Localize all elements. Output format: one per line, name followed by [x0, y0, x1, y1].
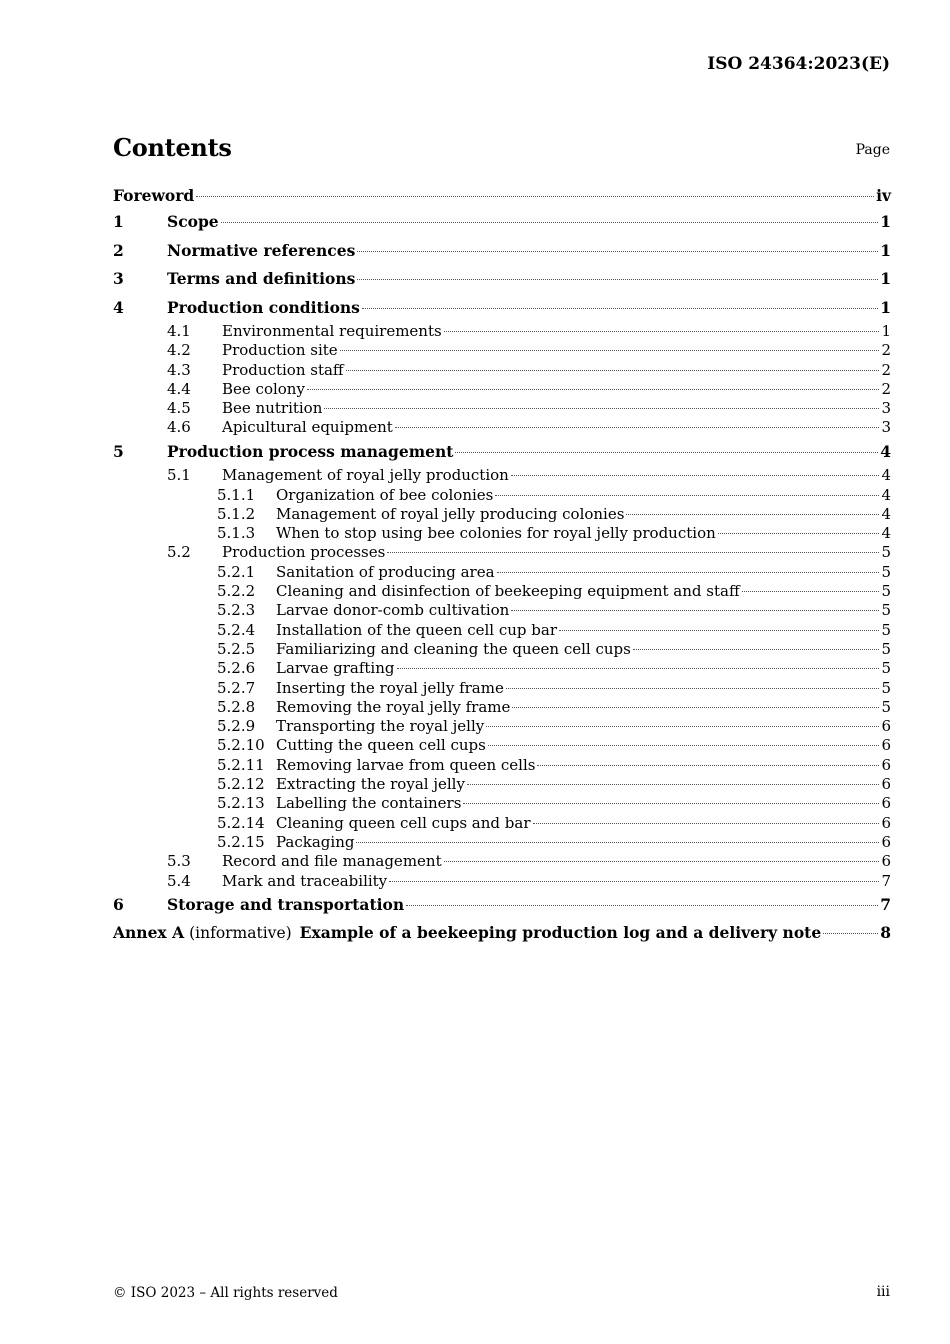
toc-page: 7 [881, 871, 891, 890]
toc-entry-4-2[interactable] [113, 341, 891, 360]
toc-page: 5 [881, 639, 891, 658]
toc-page: 1 [880, 240, 891, 260]
page-column-label: Page [855, 142, 890, 158]
toc-number: 5.2.12 [217, 775, 265, 794]
toc-number: 4.5 [167, 399, 191, 418]
toc-entry-5-3[interactable] [113, 852, 891, 871]
toc-number: 5.2.3 [217, 601, 256, 620]
toc-title: Familiarizing and cleaning the queen cell cups [276, 639, 631, 658]
toc-page: 7 [880, 894, 891, 914]
toc-number: 1 [113, 212, 124, 231]
toc-entry-4-1[interactable] [113, 322, 891, 341]
toc-number: 5.2.2 [217, 582, 256, 601]
toc-entry-5-2-2[interactable] [113, 582, 891, 601]
toc-title: Management of royal jelly producing colonies [276, 504, 625, 523]
dot-leader [488, 745, 880, 746]
toc-number: 5.2.13 [217, 794, 265, 813]
dot-leader [395, 427, 880, 428]
toc-title: Inserting the royal jelly frame [276, 678, 504, 697]
toc-page: 5 [881, 543, 891, 562]
toc-title: Cleaning queen cell cups and bar [276, 813, 531, 832]
dot-leader [387, 552, 879, 553]
annex-type: (informative) [189, 924, 292, 943]
toc-title: Transporting the royal jelly [276, 717, 485, 736]
toc-entry-4-3[interactable] [113, 361, 891, 380]
dot-leader [718, 533, 880, 534]
toc-page: 5 [881, 678, 891, 697]
dot-leader [307, 389, 880, 390]
toc-title: Cleaning and disinfection of beekeeping equipment and staff [276, 582, 740, 601]
toc-title: Example of a beekeeping production log and a delivery note [299, 923, 822, 943]
toc-entry-5-2-8[interactable] [113, 698, 891, 717]
dot-leader [486, 726, 879, 727]
toc-title: Terms and definitions [167, 269, 356, 288]
toc-title: Labelling the containers [276, 794, 462, 813]
toc-number: 4.4 [167, 379, 191, 398]
toc-page: 6 [881, 775, 891, 794]
toc-number: 4.6 [167, 418, 191, 437]
toc-page: 3 [881, 399, 891, 418]
toc-number: 4.1 [167, 322, 191, 340]
toc-page: 6 [881, 794, 891, 813]
toc-entry-5-2-5[interactable] [113, 640, 891, 659]
toc-page: 2 [881, 360, 891, 379]
toc-page: 4 [881, 466, 891, 485]
toc-page: 5 [881, 582, 891, 601]
toc-number: 5.2.7 [217, 678, 256, 697]
toc-title: Extracting the royal jelly [276, 775, 465, 794]
toc-page: 1 [880, 297, 891, 317]
toc-entry-foreword[interactable] [113, 184, 891, 208]
dot-leader [362, 308, 878, 309]
toc-number: 5.4 [167, 871, 191, 890]
toc-entry-4-5[interactable] [113, 399, 891, 418]
toc-number: 5.2.15 [217, 832, 265, 851]
toc-title: Environmental requirements [222, 322, 442, 340]
toc-entry-5-2-11[interactable] [113, 756, 891, 775]
toc-page: 6 [881, 813, 891, 832]
page-title: Contents [113, 133, 232, 162]
toc-entry-5-1-1[interactable] [113, 486, 891, 505]
toc-entry-5-2-9[interactable] [113, 717, 891, 736]
page-number: iii [876, 1284, 890, 1300]
toc-number: 6 [113, 894, 124, 914]
toc-number: 5.2.6 [217, 659, 256, 678]
toc-title: Production staff [222, 360, 344, 379]
dot-leader [533, 823, 880, 824]
document-code: ISO 24364:2023(E) [707, 54, 890, 74]
toc-entry-5-1[interactable] [113, 466, 891, 485]
toc-entry-5-2-6[interactable] [113, 659, 891, 678]
toc-title: Packaging [276, 832, 355, 851]
toc-entry-5-1-3[interactable] [113, 524, 891, 543]
toc-number: 5.2.5 [217, 639, 256, 658]
toc-title: Removing the royal jelly frame [276, 697, 511, 716]
toc-page: 6 [881, 717, 891, 736]
dot-leader [444, 331, 880, 332]
toc-page: 8 [880, 923, 891, 943]
toc-entry-5-2[interactable] [113, 543, 891, 562]
dot-leader [346, 370, 880, 371]
toc-entry-4-4[interactable] [113, 380, 891, 399]
toc-entry-5-2-10[interactable] [113, 736, 891, 755]
toc-entry-6[interactable] [113, 891, 891, 920]
toc-entry-5-2-7[interactable] [113, 679, 891, 698]
table-of-contents [113, 184, 891, 948]
toc-title: When to stop using bee colonies for royal jelly production [276, 524, 716, 543]
dot-leader [823, 933, 878, 934]
toc-entry-3[interactable] [113, 265, 891, 294]
toc-number: 5.2 [167, 543, 191, 562]
toc-number: 5.2.4 [217, 620, 256, 639]
toc-title: Record and file management [222, 852, 442, 871]
toc-entry-5-2-15[interactable] [113, 833, 891, 852]
dot-leader [389, 881, 879, 882]
dot-leader [324, 408, 879, 409]
dot-leader [633, 649, 880, 650]
toc-number: 4.3 [167, 360, 191, 379]
toc-number: 4 [113, 297, 124, 317]
toc-number: 5.2.8 [217, 697, 256, 716]
toc-page: 3 [881, 418, 891, 437]
toc-page: iv [876, 186, 891, 205]
toc-page: 5 [881, 562, 891, 581]
toc-page: 2 [881, 379, 891, 398]
toc-entry-4-6[interactable] [113, 418, 891, 437]
dot-leader [463, 803, 879, 804]
toc-title: Production processes [222, 543, 386, 562]
dot-leader [559, 630, 879, 631]
toc-title: Bee colony [222, 379, 305, 398]
toc-number: 5.1 [167, 466, 191, 485]
annex-label: Annex A [113, 923, 185, 943]
toc-page: 5 [881, 697, 891, 716]
toc-page: 5 [881, 601, 891, 620]
dot-leader [511, 610, 879, 611]
toc-title: Scope [167, 212, 219, 231]
toc-entry-5-1-2[interactable] [113, 505, 891, 524]
toc-title: Production site [222, 341, 338, 360]
toc-number: 5 [113, 441, 124, 461]
toc-page: 6 [881, 852, 891, 871]
toc-number: 5.2.11 [217, 755, 265, 774]
toc-title: Production conditions [167, 297, 360, 317]
toc-number: 5.1.2 [217, 504, 256, 523]
toc-title: Sanitation of producing area [276, 562, 495, 581]
toc-number: 5.2.10 [217, 736, 265, 755]
toc-page: 5 [881, 659, 891, 678]
toc-page: 4 [881, 485, 891, 504]
toc-title: Organization of bee colonies [276, 485, 494, 504]
toc-entry-5-2-1[interactable] [113, 563, 891, 582]
toc-page: 1 [880, 269, 891, 288]
toc-title: Larvae donor-comb cultivation [276, 601, 510, 620]
dot-leader [506, 688, 880, 689]
toc-page: 4 [880, 441, 891, 461]
toc-title: Storage and transportation [167, 894, 405, 914]
toc-title: Production process management [167, 441, 454, 461]
toc-page: 6 [881, 832, 891, 851]
toc-entry-1[interactable] [113, 208, 891, 237]
toc-title: Cutting the queen cell cups [276, 736, 486, 755]
toc-entry-2[interactable] [113, 237, 891, 266]
toc-number: 5.1.1 [217, 485, 256, 504]
dot-leader [511, 475, 880, 476]
toc-title: Bee nutrition [222, 399, 323, 418]
dot-leader [495, 495, 879, 496]
toc-page: 4 [881, 504, 891, 523]
toc-page: 1 [880, 212, 891, 231]
toc-title: Installation of the queen cell cup bar [276, 620, 557, 639]
copyright-notice: © ISO 2023 – All rights reserved [113, 1285, 338, 1301]
toc-page: 6 [881, 736, 891, 755]
dot-leader [537, 765, 879, 766]
toc-title: Foreword [113, 186, 195, 205]
toc-page: 4 [881, 524, 891, 543]
toc-title: Apicultural equipment [222, 418, 393, 437]
toc-title: Mark and traceability [222, 871, 388, 890]
dot-leader [356, 842, 879, 843]
toc-number: 5.2.14 [217, 813, 265, 832]
toc-number: 2 [113, 240, 124, 260]
toc-page: 6 [881, 755, 891, 774]
dot-leader [196, 196, 874, 197]
toc-entry-5-2-14[interactable] [113, 814, 891, 833]
dot-leader [512, 707, 879, 708]
toc-title: Removing larvae from queen cells [276, 755, 536, 774]
toc-entry-5-2-3[interactable] [113, 601, 891, 620]
toc-number: 5.2.1 [217, 562, 256, 581]
toc-page: 5 [881, 620, 891, 639]
toc-entry-5-4[interactable] [113, 872, 891, 891]
toc-entry-5[interactable] [113, 438, 891, 467]
toc-number: 4.2 [167, 341, 191, 360]
dot-leader [357, 279, 878, 280]
dot-leader [497, 572, 880, 573]
toc-number: 5.1.3 [217, 524, 256, 543]
toc-entry-5-2-12[interactable] [113, 775, 891, 794]
toc-number: 5.2.9 [217, 717, 256, 736]
dot-leader [357, 251, 878, 252]
toc-number: 3 [113, 269, 124, 288]
toc-title: Management of royal jelly production [222, 466, 509, 485]
dot-leader [340, 350, 880, 351]
toc-title: Larvae grafting [276, 659, 395, 678]
toc-title: Normative references [167, 240, 356, 260]
dot-leader [397, 668, 880, 669]
toc-page: 1 [881, 322, 891, 340]
dot-leader [444, 861, 880, 862]
toc-entry-annex-a[interactable] [113, 919, 891, 948]
toc-entry-5-2-13[interactable] [113, 794, 891, 813]
toc-entry-4[interactable] [113, 294, 891, 323]
toc-page: 2 [881, 341, 891, 360]
dot-leader [467, 784, 880, 785]
dot-leader [742, 591, 880, 592]
dot-leader [626, 514, 879, 515]
dot-leader [406, 905, 878, 906]
dot-leader [455, 452, 878, 453]
dot-leader [221, 222, 879, 223]
toc-entry-5-2-4[interactable] [113, 621, 891, 640]
toc-number: 5.3 [167, 852, 191, 871]
